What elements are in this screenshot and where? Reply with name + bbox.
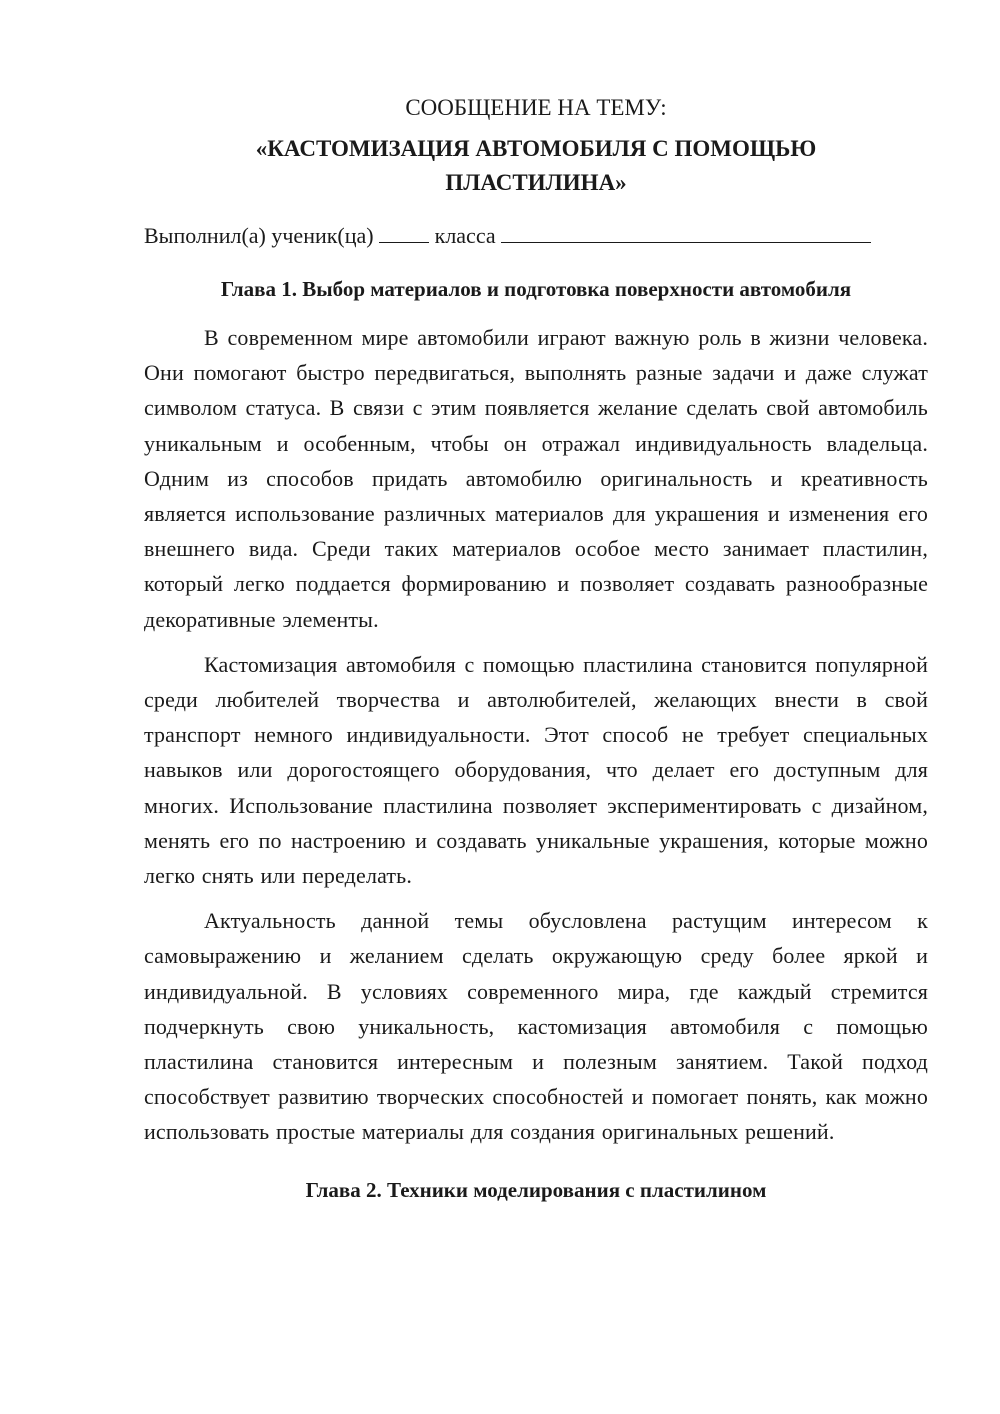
document-subtitle: СООБЩЕНИЕ НА ТЕМУ: bbox=[405, 95, 667, 120]
chapter-1-heading: Глава 1. Выбор материалов и подготовка поверхности автомобиля bbox=[220, 277, 852, 301]
author-prefix: Выполнил(а) ученик(ца) bbox=[144, 223, 374, 248]
chapter-1-paragraph-1: В современном мире автомобили играют важную роль в жизни человека. Они помогают быстро передвигаться, выполнять разные задачи и даже служат символом статуса. В связи с этим появляется желание сделать свой автомобиль уникальным и особенным, чтобы он отражал индивидуальность владельца. Одним из способов придать автомобилю оригинальность и креативность является использование различных материалов для украшения и изменения его внешнего вида. Среди таких материалов особое место занимает пластилин, который легко поддается формированию и позволяет создавать разнообразные декоративные элементы. bbox=[144, 325, 928, 632]
chapter-1-paragraph-3: Актуальность данной темы обусловлена растущим интересом к самовыражению и желанием сделать окружающую среду более яркой и индивидуальной. В условиях современного мира, где каждый стремится подчеркнуть свою уникальность, кастомизация автомобиля с помощью пластилина становится интересным и полезным занятием. Такой подход способствует развитию творческих способностей и помогает понять, как можно использовать простые материалы для создания оригинальных решений. bbox=[144, 908, 928, 1145]
document-title-line-2: ПЛАСТИЛИНА» bbox=[445, 170, 627, 195]
document-title bbox=[144, 132, 928, 200]
class-blank-line bbox=[379, 220, 429, 243]
author-line bbox=[144, 220, 928, 252]
chapter-2-heading: Глава 2. Техники моделирования с пластилином bbox=[305, 1177, 767, 1202]
chapter-1-paragraph-2: Кастомизация автомобиля с помощью пластилина становится популярной среди любителей творчества и автолюбителей, желающих внести в свой транспорт немного индивидуальности. Этот способ не требует специальных навыков или дорогостоящего оборудования, что делает его доступным для многих. Использование пластилина позволяет экспериментировать с дизайном, менять его по настроению и создавать уникальные украшения, которые можно легко снять или переделать. bbox=[144, 651, 928, 889]
document-title-line-1: «КАСТОМИЗАЦИЯ АВТОМОБИЛЯ С ПОМОЩЬЮ bbox=[255, 136, 817, 161]
document-page bbox=[144, 92, 928, 1205]
author-class-label: класса bbox=[434, 223, 496, 248]
name-blank-line bbox=[501, 220, 871, 243]
